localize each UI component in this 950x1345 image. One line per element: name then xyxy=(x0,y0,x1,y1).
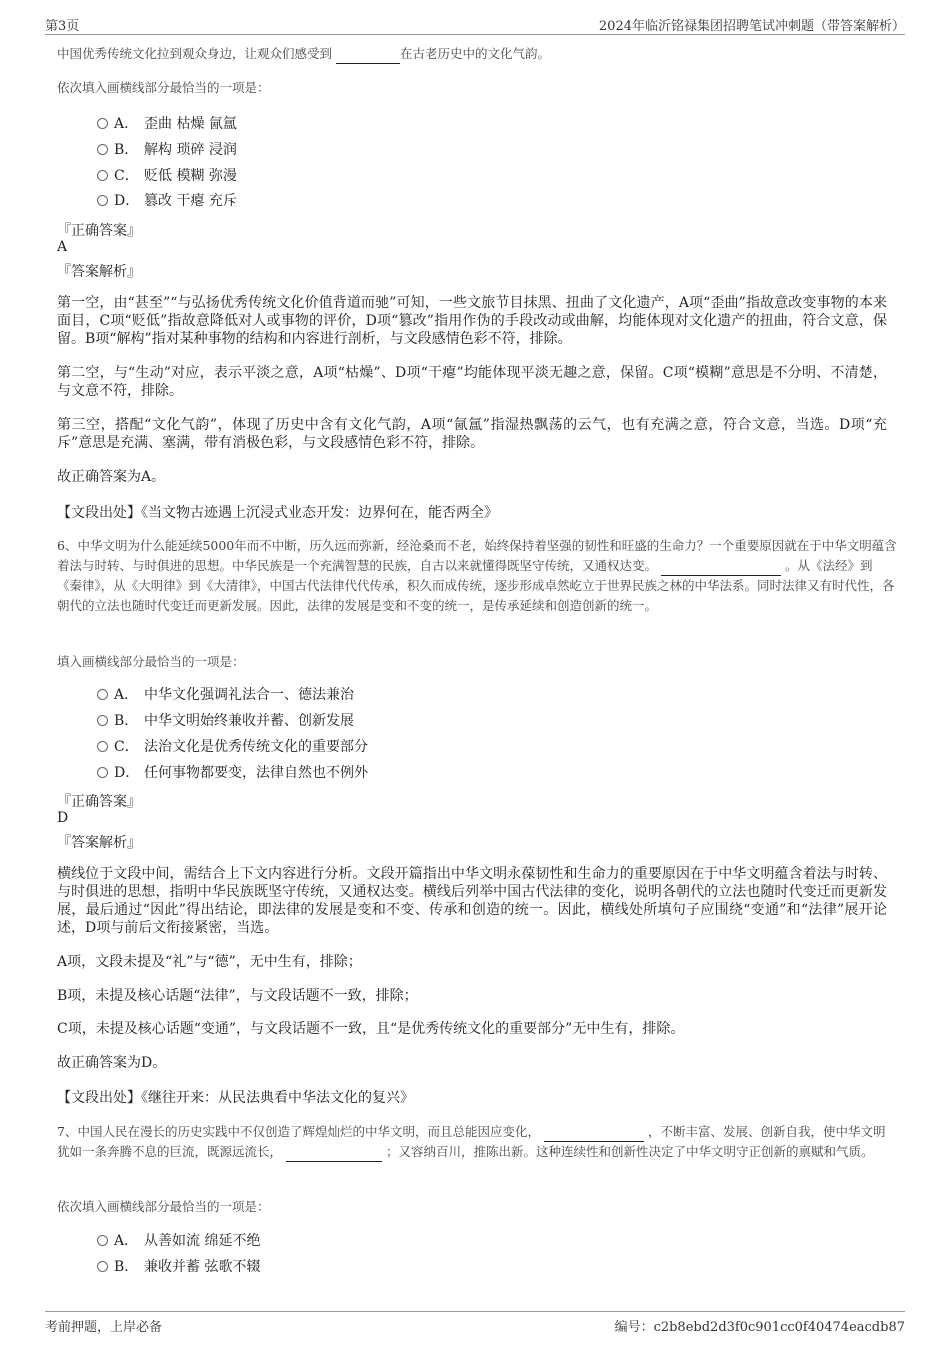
radio-icon[interactable] xyxy=(97,118,108,129)
analysis-paragraph: C项，未提及核心话题“变通”，与文段话题不一致，且“是优秀传统文化的重要部分”无中生有，排除。 xyxy=(57,1021,685,1037)
document-code: 编号：c2b8ebd2d3f0c901cc0f40474eacdb87 xyxy=(614,1320,905,1335)
answer-label: 『正确答案』 xyxy=(57,794,141,810)
analysis-conclusion: 故正确答案为A。 xyxy=(57,469,166,485)
q5-option-b[interactable]: B． 解构 琐碎 浸润 xyxy=(97,140,237,160)
q6-option-b[interactable]: B． 中华文明始终兼收并蓄、创新发展 xyxy=(97,711,354,731)
analysis-paragraph: 第一空，由“甚至”“与弘扬优秀传统文化价值背道而驰”可知，一些文旅节目抹黑、扭曲了文化遗产，A项“歪曲”指故意改变事物的本来面目，C项“贬低”指故意降低对人或事物的评价，D项“篡改”指用作伪的手段改动或曲解，均能体现对文化遗产的扭曲，符合文意，保留。B项“解构”指对某种事物的结构和内容进行剖析，与文段感情色彩不符，排除。 xyxy=(57,295,887,347)
q6-prompt: 填入画横线部分最恰当的一项是： xyxy=(57,654,245,669)
radio-icon[interactable] xyxy=(97,195,108,206)
q7-option-a[interactable]: A． 从善如流 绵延不绝 xyxy=(97,1231,260,1251)
q5-option-c[interactable]: C． 贬低 模糊 弥漫 xyxy=(97,166,237,186)
radio-icon[interactable] xyxy=(97,767,108,778)
radio-icon[interactable] xyxy=(97,1235,108,1246)
radio-icon[interactable] xyxy=(97,689,108,700)
analysis-label: 『答案解析』 xyxy=(57,835,141,851)
fill-blank xyxy=(286,1147,382,1162)
page-footer xyxy=(45,1311,905,1336)
analysis-paragraph: 第三空，搭配“文化气韵”，体现了历史中含有文化气韵，A项“氤氲”指湿热飘荡的云气，也有充满之意，符合文意，当选。D项“充斥”意思是充满、塞满，带有消极色彩，与文段感情色彩不符，排除。 xyxy=(57,417,887,451)
q6-option-a[interactable]: A． 中华文化强调礼法合一、德法兼治 xyxy=(97,685,354,705)
document-title: 2024年临沂铭禄集团招聘笔试冲刺题（带答案解析） xyxy=(598,19,905,34)
q7-option-b[interactable]: B． 兼收并蓄 弦歌不辍 xyxy=(97,1257,260,1277)
page-header xyxy=(45,12,905,35)
answer-label: 『正确答案』 xyxy=(57,223,141,239)
analysis-label: 『答案解析』 xyxy=(57,264,141,280)
q6-option-c[interactable]: C． 法治文化是优秀传统文化的重要部分 xyxy=(97,737,368,757)
analysis-paragraph: A项，文段未提及“礼”与“德”，无中生有，排除； xyxy=(57,954,362,970)
answer-value: A xyxy=(57,239,68,255)
q7-text: 7、中国人民在漫长的历史实践中不仅创造了辉煌灿烂的中华文明，而且总能因应变化， ，不断丰富、发展、创新自我，使中华文明犹如一条奔腾不息的巨流，既源远流长， ；又容纳百川，推陈出新。这种连续性和创新性决定了中华文明守正创新的禀赋和气质。 xyxy=(57,1122,897,1162)
radio-icon[interactable] xyxy=(97,1261,108,1272)
radio-icon[interactable] xyxy=(97,715,108,726)
q6-text: 6、中华文明为什么能延续5000年而不中断，历久远而弥新，经沧桑而不老，始终保持着坚强的韧性和旺盛的生命力？一个重要原因就在于中华文明蕴含着法与时转、与时俱进的思想。中华民族是一个充满智慧的民族，自古以来就懂得既坚守传统，又通权达变。 。从《法经》到《秦律》，从《大明律》到《大清律》，中国古代法律代代传承，积久而成传统，逐步形成卓然屹立于世界民族之林的中华法系。同时法律又有时代性，各朝代的立法也随时代变迁而更新发展。因此，法律的发展是变和不变的统一，是传承延续和创造创新的统一。 xyxy=(57,538,897,613)
analysis-paragraph: 第二空，与“生动”对应，表示平淡之意，A项“枯燥”、D项“干瘪”均能体现平淡无趣之意，保留。C项“模糊”意思是不分明、不清楚，与文意不符，排除。 xyxy=(57,365,887,399)
analysis-paragraph: 横线位于文段中间，需结合上下文内容进行分析。文段开篇指出中华文明永葆韧性和生命力的重要原因在于中华文明蕴含着法与时转、与时俱进的思想，指明中华民族既坚守传统，又通权达变。横线后列举中国古代法律的变化，说明各朝代的立法也随时代变迁而更新发展，最后通过“因此”得出结论，即法律的发展是变和不变、传承和创造的统一。因此，横线处所填句子应围绕“变通”和“法律”展开论述，D项与前后文衔接紧密，当选。 xyxy=(57,866,887,936)
footer-slogan: 考前押题，上岸必备 xyxy=(45,1320,163,1335)
analysis-conclusion: 故正确答案为D。 xyxy=(57,1055,167,1071)
page-number: 第3页 xyxy=(45,19,80,34)
radio-icon[interactable] xyxy=(97,170,108,181)
source-citation: 【文段出处】《继往开来：从民法典看中华法文化的复兴》 xyxy=(57,1090,414,1106)
radio-icon[interactable] xyxy=(97,144,108,155)
q5-option-a[interactable]: A． 歪曲 枯燥 氤氲 xyxy=(97,114,237,134)
fill-blank xyxy=(544,1127,644,1142)
answer-value: D xyxy=(57,810,69,826)
q5-text: 中国优秀传统文化拉到观众身边，让观众们感受到 在古老历史中的文化气韵。 xyxy=(57,44,897,64)
q7-prompt: 依次填入画横线部分最恰当的一项是： xyxy=(57,1199,270,1214)
fill-blank xyxy=(336,49,400,64)
fill-blank xyxy=(661,561,781,576)
analysis-paragraph: B项，未提及核心话题“法律”，与文段话题不一致，排除； xyxy=(57,988,418,1004)
q5-prompt: 依次填入画横线部分最恰当的一项是： xyxy=(57,80,270,95)
source-citation: 【文段出处】《当文物古迹遇上沉浸式业态开发：边界何在，能否两全》 xyxy=(57,505,498,521)
q6-option-d[interactable]: D． 任何事物都要变，法律自然也不例外 xyxy=(97,763,368,783)
radio-icon[interactable] xyxy=(97,741,108,752)
q5-option-d[interactable]: D． 篡改 干瘪 充斥 xyxy=(97,191,237,211)
